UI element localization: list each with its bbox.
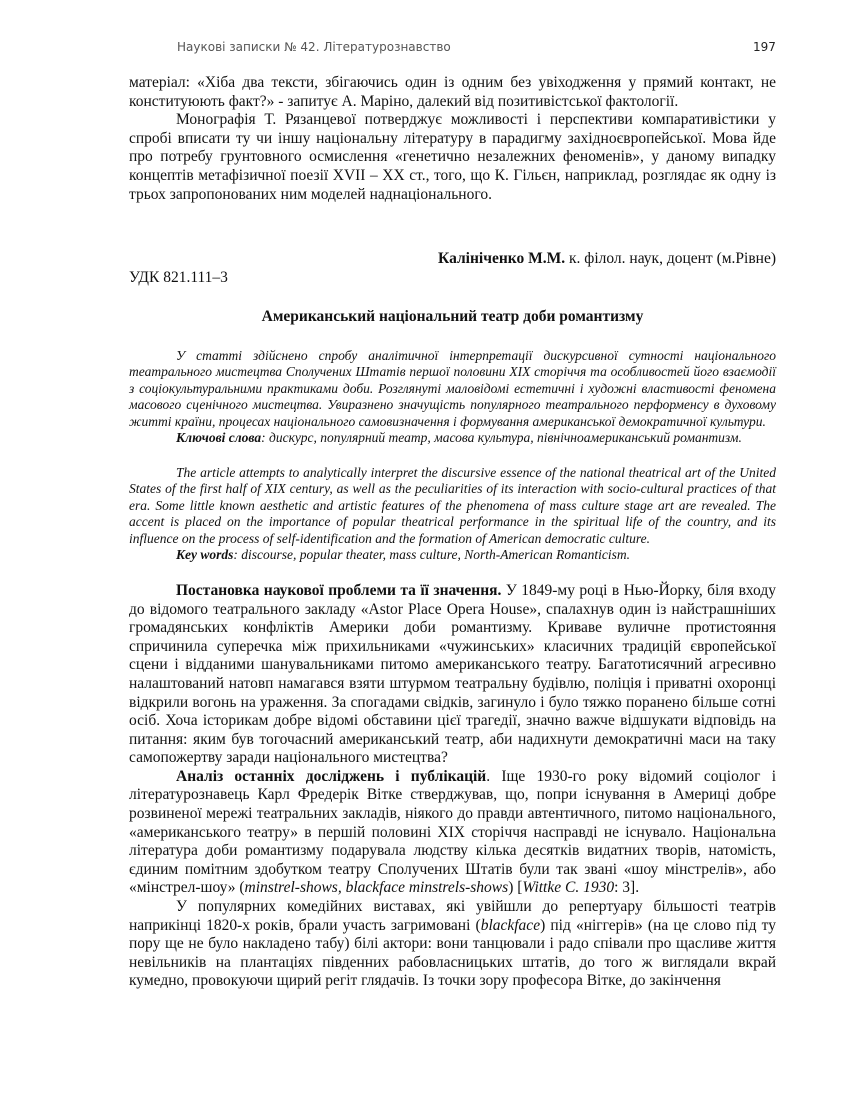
prev-article-paragraph: матеріал: «Хіба два тексти, збігаючись один із одним без увіходження у прямий контакт, не конституюють факт?» - запитує А. Маріно, далекий від позитивістської фактології.: [129, 74, 776, 110]
section-heading: Аналіз останніх досліджень і публікацій: [176, 767, 487, 785]
section-literature-review: Аналіз останніх досліджень і публікацій. Іще 1930-го року відомий соціолог і літературознавець Карл Фредерік Вітке стверджував, що, попри існування в Америці добре розвиненої мережі театральних закладів, ніякого до правди автентичного, питомо національного, «американського театру» в першій половині XIX сторіччя насправді не існувало. Національна література доби романтизму подарувала людству кілька десятків видатних творів, натомість, єдиним помітним здобутком театру Сполучених Штатів були так звані «шоу мінстрелів», або «мінстрел-шоу» (minstrel-shows, blackface minstrels-shows) [Wittke C. 1930: 3].: [129, 767, 776, 897]
abstract-ukrainian: У статті здійснено спробу аналітичної інтерпретації дискурсивної сутності національного театрального мистецтва Сполучених Штатів першої половини XIX сторіччя та особливостей його взаємодії з соціокультуральними практиками доби. Розглянуті маловідомі естетичні і художні властивості феномена масового сценічного мистецтва. Увиразнено значущість популярного театрального перформенсу в духовому житті країни, процесах національного самовизначення і формування американської демократичної культури.: [129, 347, 776, 429]
keywords-label: Ключові слова: [176, 430, 262, 446]
running-header: Наукові записки № 42. Літературознавство: [177, 40, 451, 54]
section-problem-statement: Постановка наукової проблеми та її значення. У 1849-му році в Нью-Йорку, біля входу до відомого театрального закладу «Astor Place Opera House», спалахнув один із найстрашніших громадянських конфліктів Америки доби романтизму. Криваве вуличне протистояння спричинила суперечка між прихильниками «чужинських» класичних традицій європейської сцени і відданими шанувальниками питомо американського театру. Багатотисячний агресивно налаштований натовп намагався взяти штурмом театральну будівлю, поліція і приватні охоронці відкрили вогонь на ураження. За спогадами свідків, загинуло і було тяжко поранено більше сотні осіб. Хоча історикам добре відомі обставини цієї трагедії, значно важче відшукати відповідь на питання: яким був тогочасний американський театр, аби надихнути демократичні маси на таку самопожертву заради національного мистецтва?: [129, 581, 777, 767]
prev-article-paragraph: Монографія Т. Рязанцевої потверджує можливості і перспективи компаративістики у спробі вписати ту чи іншу національну літературу в парадигму західноєвропейської. Мова йде про потребу грунтовного осмислення «генетично незалежних феноменів», у даному випадку концептів метафізичної поезії XVII – XX ст., того, що К. Гільєн, наприклад, розглядає як одну із трьох запропонованих ним моделей наднаціонального.: [129, 111, 776, 203]
keywords-ukrainian: Ключові слова: дискурс, популярний театр, масова культура, північноамериканський романтизм.: [176, 430, 742, 446]
article-title: Американський національний театр доби романтизму: [261, 308, 644, 326]
abstract-english: The article attempts to analytically interpret the discursive essence of the national theatrical art of the United States of the first half of XIX century, as well as the peculiarities of its interaction with socio-cultural practices of that era. Some little known aesthetic and artistic features of the phenomena of mass culture stage art are revealed. The accent is placed on the importance of popular theatrical performance in the spiritual life of the country, and its influence on the process of self-identification and the formation of American democratic culture.: [129, 464, 776, 546]
page-body: [129, 74, 776, 991]
udk-code: УДК 821.111–3: [129, 268, 228, 286]
citation: Wittke C. 1930: [522, 879, 615, 897]
keywords-english: Key words: discourse, popular theater, mass culture, North-American Romanticism.: [176, 547, 630, 563]
keywords-label: Key words: [176, 547, 234, 563]
author-details: к. філол. наук, доцент (м.Рівне): [565, 250, 776, 268]
body-paragraph: У популярних комедійних виставах, які увійшли до репертуару більшості театрів наприкінці 1820-х років, брали участь загримовані (blackface) під «ніггерів» (на це слово під ту пору ще не було накладено табу) білі актори: вони танцювали і радо співали про щасливе життя невільників на плантаціях південних рабовласницьких штатів, до того ж виглядали вкрай кумедно, провокуючи щирий регіт глядачів. Із точки зору професора Вітке, до закінчення: [129, 898, 776, 990]
author-name: Калініченко М.М.: [438, 250, 566, 268]
author-line: [129, 250, 776, 269]
page-number: 197: [753, 40, 776, 54]
section-heading: Постановка наукової проблеми та її значення.: [176, 581, 502, 599]
